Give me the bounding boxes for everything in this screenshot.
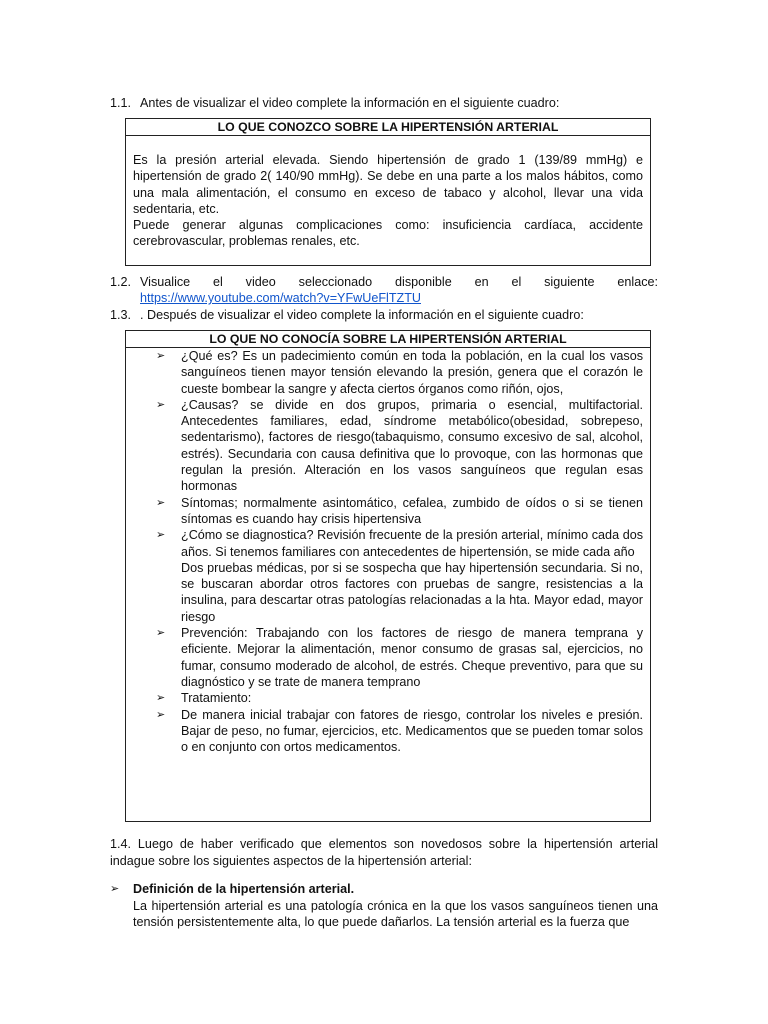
section-1-1 [110, 95, 658, 111]
diagnosis-continuation: Dos pruebas médicas, por si se sospecha que hay hipertensión secundaria. Si no, se buscaran abordar otros factores con pruebas de sangre, resistencias a la insulina, para descartar otras patologías relacionadas a la hta. Mayor edad, mayor riesgo [181, 560, 643, 624]
known-info-paragraph-2: Puede generar algunas complicaciones como: insuficiencia cardíaca, accidente cerebrovascular, problemas renales, etc. [133, 218, 643, 249]
list-item: ➢ Prevención: Trabajando con los factores de riesgo de manera temprana y eficiente. Mejorar la alimentación, menor consumo de grasas sal, ejercicios, no fumar, consumo moderado de alcohol, de estrés. Cheque preventivo, para que su diagnóstico y se trate de manera temprano [156, 626, 643, 689]
unknown-info-list [156, 348, 643, 755]
unknown-info-list-wrap [126, 348, 650, 755]
section-1-3-number: 1.3. [110, 308, 132, 322]
section-1-3 [110, 307, 658, 323]
list-item: ➢ De manera inicial trabajar con fatores de riesgo, controlar los niveles e presión. Bajar de peso, no fumar, ejercicios, etc. Medicamentos que se pueden tomar solos o en conjunto con ortos medicamentos. [156, 707, 643, 755]
list-item: ➢ ¿Qué es? Es un padecimiento común en toda la población, en la cual los vasos sanguíneos tienen mayor tensión elevando la presión, genera que el corazón le cueste bombear la sangre y afecta ciertos órganos como riñón, ojos, [156, 349, 643, 396]
list-item: ➢ Síntomas; normalmente asintomático, cefalea, zumbido de oídos o si se tienen síntomas es cuando hay crisis hipertensiva [156, 495, 643, 526]
unknown-info-box [125, 330, 651, 822]
list-item: ➢ Tratamiento: [156, 691, 252, 706]
section-1-3-text: . Después de visualizar el video complete la información en el siguiente cuadro: [140, 308, 584, 322]
known-info-box-title: LO QUE CONOZCO SOBRE LA HIPERTENSIÓN ARTERIAL [126, 119, 650, 136]
section-1-1-number: 1.1. [110, 96, 132, 110]
arrow-bullet-icon: ➢ [156, 627, 166, 640]
arrow-bullet-icon: ➢ [156, 708, 166, 721]
section-1-2 [110, 274, 658, 307]
unknown-info-box-title: LO QUE NO CONOCÍA SOBRE LA HIPERTENSIÓN ARTERIAL [126, 331, 650, 348]
arrow-bullet-icon: ➢ [156, 496, 166, 509]
section-1-2-text: Visualice el video seleccionado disponible en el siguiente enlace: [140, 275, 658, 289]
list-item: ➢ ¿Causas? se divide en dos grupos, primaria o esencial, multifactorial. Antecedentes familiares, edad, síndrome metabólico(obesidad, sobrepeso, sedentarismo), factores de riesgo(tabaquismo, consumo excesivo de sal, alcohol, estrés). Secundaria con causa definitiva que lo provoque, con las hormonas que regulan la presión. Alteración en los vasos sanguíneos que regulan esas hormonas [156, 397, 643, 494]
arrow-bullet-icon: ➢ [156, 692, 166, 705]
arrow-bullet-icon: ➢ [156, 350, 166, 362]
section-1-1-text: Antes de visualizar el video complete la información en el siguiente cuadro: [140, 96, 560, 110]
section-1-2-number: 1.2. [110, 275, 132, 289]
section-1-4: 1.4. Luego de haber verificado que elementos son novedosos sobre la hipertensión arterial indague sobre los siguientes aspectos de la hipertensión arterial: [110, 837, 658, 868]
video-link[interactable]: https://www.youtube.com/watch?v=YFwUeFlTZTU [140, 291, 421, 306]
list-item: ➢ ¿Cómo se diagnostica? Revisión frecuente de la presión arterial, mínimo cada dos años. Si tenemos familiares con antecedentes de hipertensión, se mide cada año Dos pruebas médicas, por si se sospecha que hay hipertensión secundaria. Si no, se buscaran abordar otros factores con pruebas de sangre, resistencias a la insulina, para descartar otras patologías relacionadas a la hta. Mayor edad, mayor riesgo [156, 528, 643, 624]
known-info-paragraph-1: Es la presión arterial elevada. Siendo hipertensión de grado 1 (139/89 mmHg) e hipertensión de grado 2( 140/90 mmHg). Se debe en una parte a los malos hábitos, como una mala alimentación, el consumo en exceso de tabaco y alcohol, llevar una vida sedentaria, etc. [133, 153, 643, 216]
definition-text: La hipertensión arterial es una patología crónica en la que los vasos sanguíneos tienen una tensión persistentemente alta, lo que puede dañarlos. La tensión arterial es la fuerza que [133, 898, 658, 929]
definition-section [110, 881, 658, 931]
arrow-bullet-icon: ➢ [156, 529, 166, 542]
known-info-box-body [126, 136, 650, 250]
known-info-box [125, 118, 651, 266]
arrow-bullet-icon: ➢ [156, 398, 166, 411]
definition-heading: Definición de la hipertensión arterial. [133, 882, 355, 896]
arrow-bullet-icon: ➢ [110, 883, 120, 895]
